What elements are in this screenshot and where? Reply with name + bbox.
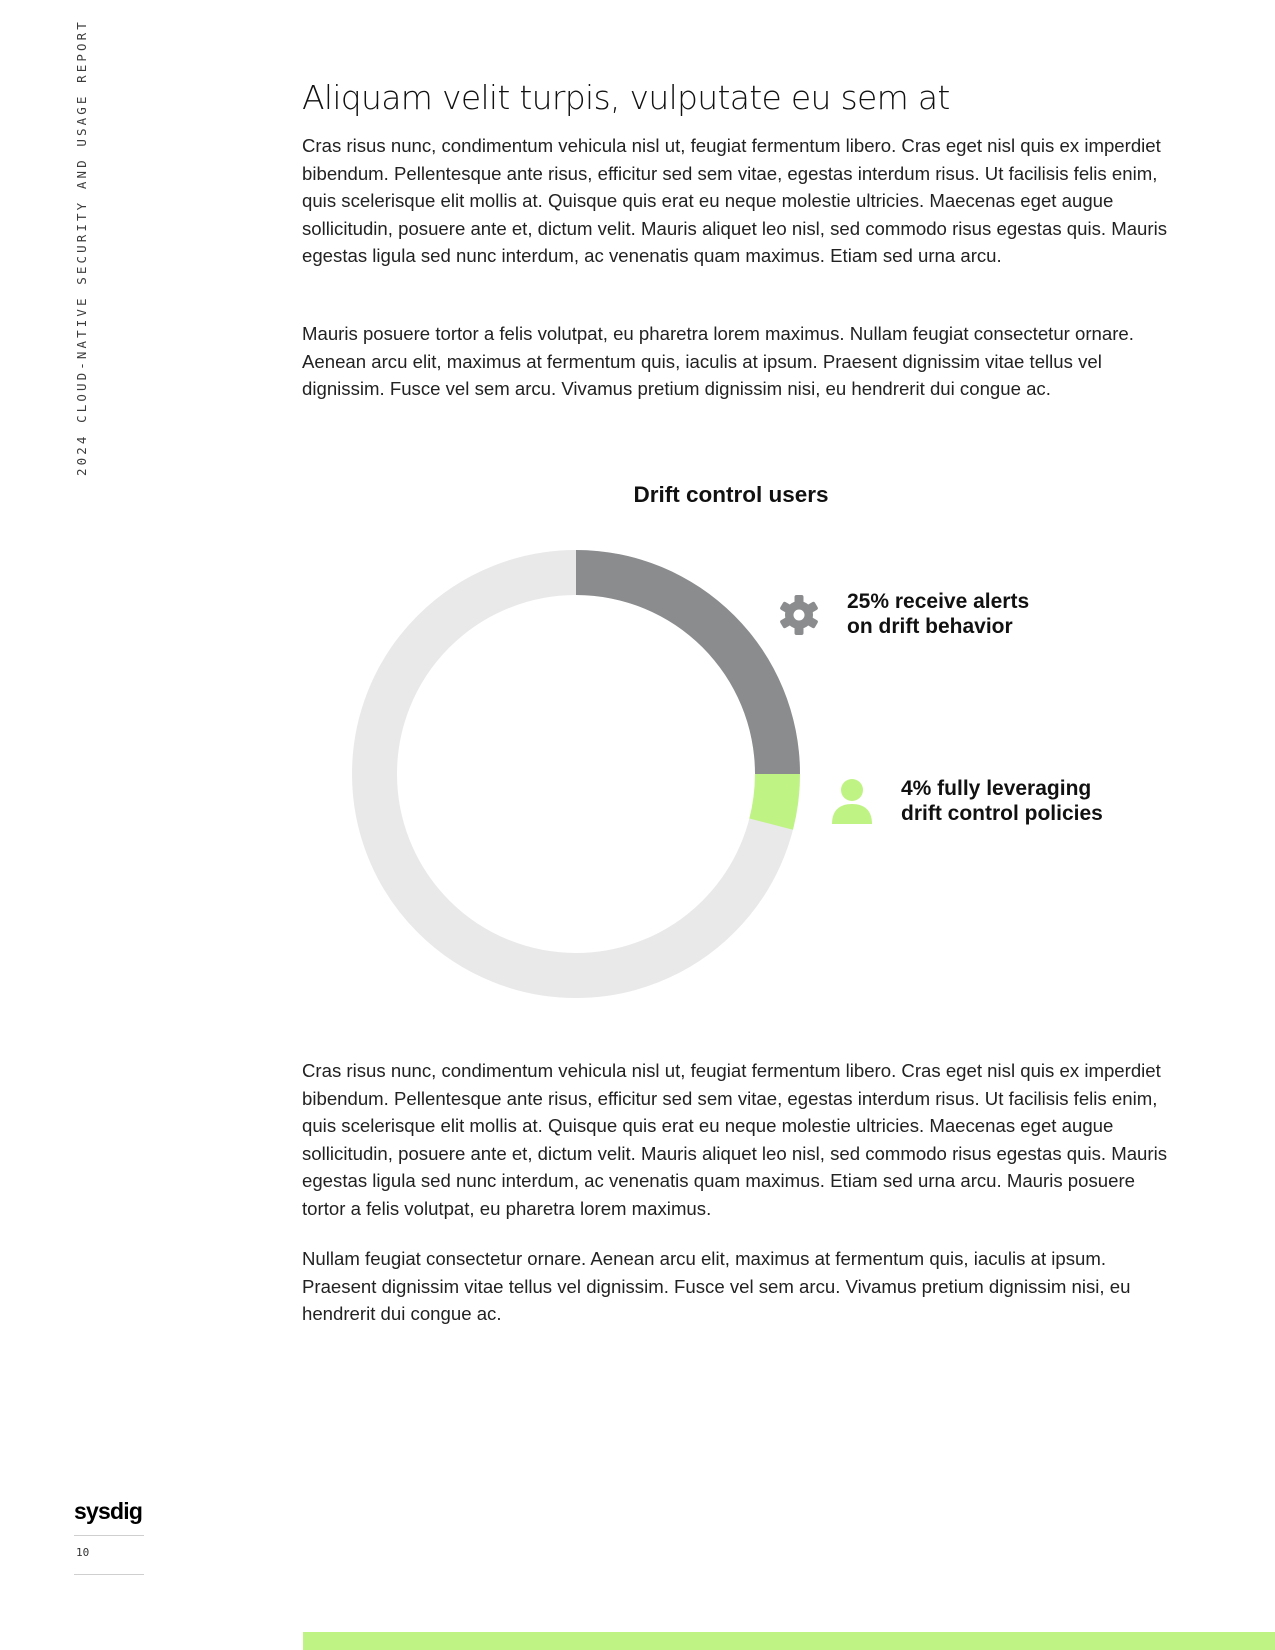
sysdig-logo: sysdig — [74, 1498, 143, 1524]
user-icon — [830, 778, 874, 824]
callout-policies-line-2: drift control policies — [901, 802, 1103, 825]
gear-icon — [778, 594, 820, 636]
chart-title: Drift control users — [633, 482, 829, 507]
page-number: 10 — [76, 1546, 90, 1559]
callout-alerts — [847, 589, 1029, 639]
accent-bar — [303, 1632, 1275, 1650]
body-paragraph: Mauris posuere tortor a felis volutpat, eu pharetra lorem maximus. Nullam feugiat consectetur ornare. Aenean arcu elit, maximus at fermentum quis, iaculis at ipsum. Praesent dignissim vitae tellus vel dignissim. Fusce vel sem arcu. Vivamus pretium dignissim nisi, eu hendrerit dui congue ac. — [302, 323, 1134, 399]
donut-remainder — [375, 573, 778, 976]
callout-alerts-line-1: 25% receive alerts — [847, 590, 1030, 613]
body-paragraph: Cras risus nunc, condimentum vehicula nisl ut, feugiat fermentum libero. Cras eget nisl quis ex imperdiet bibendum. Pellentesque ante risus, efficitur sed sem vitae, egestas interdum risus. Ut facilisis felis enim, quis scelerisque elit mollis at. Quisque quis erat eu neque molestie ultricies. Maecenas eget augue sollicitudin, posuere ante et, dictum velit. Mauris aliquet leo nisl, sed commodo risus egestas quis. Mauris egestas ligula sed nunc interdum, ac venenatis quam maximus. Etiam sed urna arcu. — [302, 135, 1168, 266]
donut-slice-1 — [576, 550, 800, 774]
callout-policies — [901, 776, 1103, 826]
page-heading: Aliquam velit turpis, vulputate eu sem at — [302, 78, 950, 117]
footer-divider — [74, 1574, 144, 1575]
body-paragraph: Cras risus nunc, condimentum vehicula nisl ut, feugiat fermentum libero. Cras eget nisl quis ex imperdiet bibendum. Pellentesque ante risus, efficitur sed sem vitae, egestas interdum risus. Ut facilisis felis enim, quis scelerisque elit mollis at. Quisque quis erat eu neque molestie ultricies. Maecenas eget augue sollicitudin, posuere ante et, dictum velit. Mauris aliquet leo nisl, sed commodo risus egestas quis. Mauris egestas ligula sed nunc interdum, ac venenatis quam maximus. Etiam sed urna arcu. Mauris posuere tortor a felis volutpat, eu pharetra lorem maximus. — [302, 1060, 1168, 1219]
callout-policies-line-1: 4% fully leveraging — [901, 777, 1092, 800]
report-side-label: 2024 CLOUD-NATIVE SECURITY AND USAGE REPORT — [74, 19, 89, 476]
footer-divider — [74, 1535, 144, 1536]
body-paragraph: Nullam feugiat consectetur ornare. Aenean arcu elit, maximus at fermentum quis, iaculis at ipsum. Praesent dignissim vitae tellus vel dignissim. Fusce vel sem arcu. Vivamus pretium dignissim nisi, eu hendrerit dui congue ac. — [302, 1248, 1131, 1324]
callout-alerts-line-2: on drift behavior — [847, 615, 1013, 638]
donut-slice-2 — [749, 774, 800, 830]
